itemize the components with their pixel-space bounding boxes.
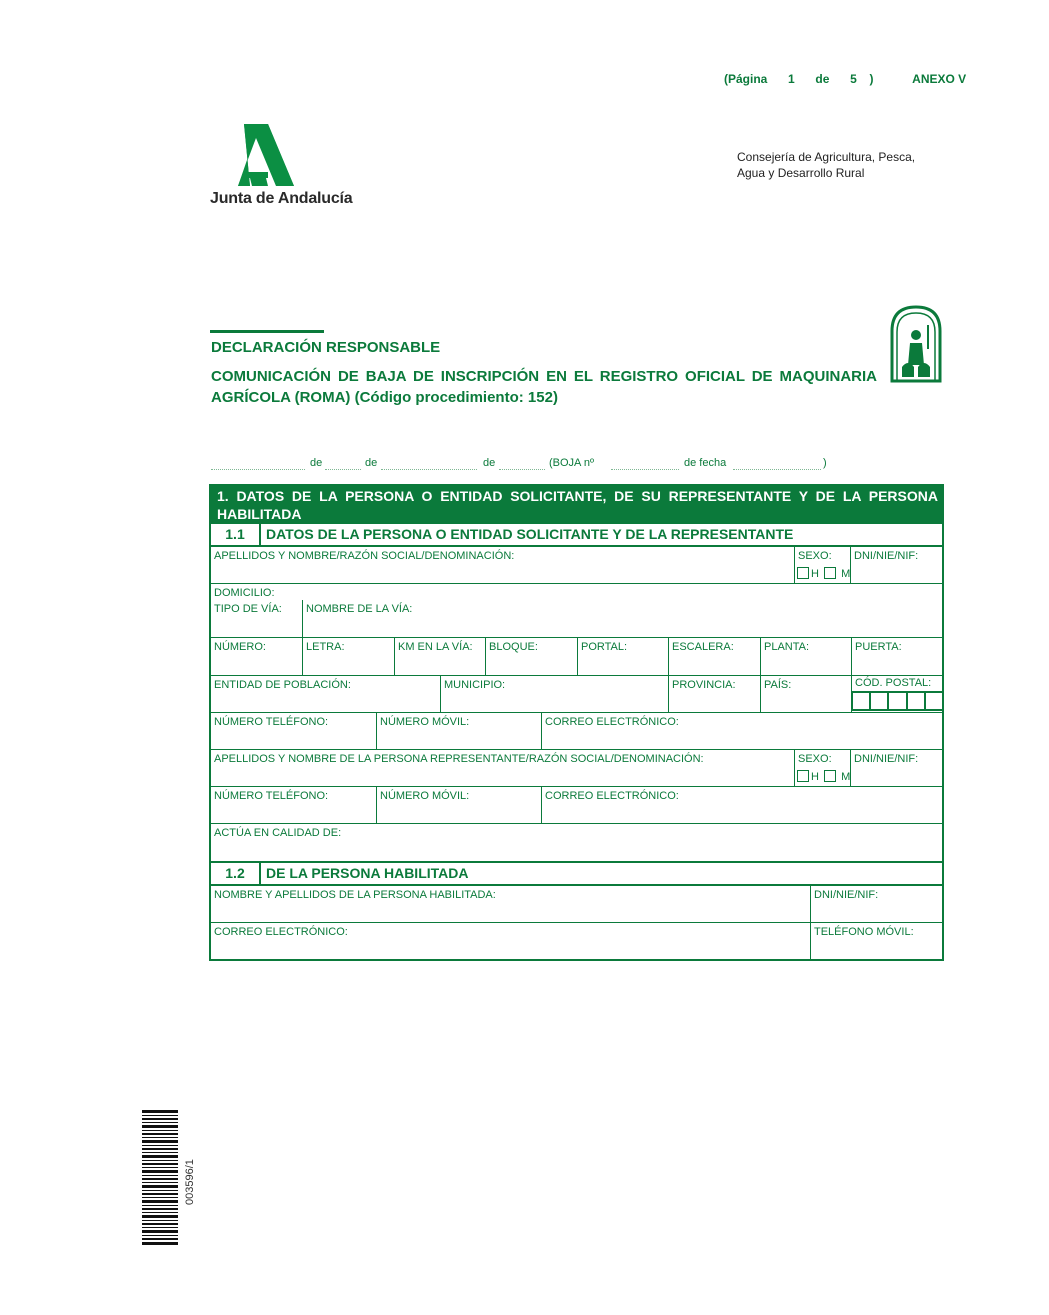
mobile-field[interactable]: NÚMERO MÓVIL: — [376, 713, 541, 749]
km-field[interactable]: KM EN LA VÍA: — [394, 638, 485, 675]
blank-day[interactable] — [325, 469, 361, 470]
rep-sex-m-checkbox[interactable] — [824, 770, 836, 782]
barcode-icon — [142, 1110, 178, 1246]
province-field[interactable]: PROVINCIA: — [668, 676, 760, 712]
street-name-field[interactable]: NOMBRE DE LA VÍA: — [302, 600, 942, 638]
document-title: DECLARACIÓN RESPONSABLE — [211, 339, 441, 356]
email-field[interactable]: CORREO ELECTRÓNICO: — [541, 713, 942, 749]
street-type-field[interactable]: TIPO DE VÍA: — [214, 603, 282, 615]
stair-field[interactable]: ESCALERA: — [668, 638, 760, 675]
consejeria-name: Consejería de Agricultura, Pesca, Agua y Desarrollo Rural — [737, 150, 916, 180]
locality-field[interactable]: ENTIDAD DE POBLACIÓN: — [214, 679, 351, 691]
door-field[interactable]: PUERTA: — [851, 638, 942, 675]
country-field[interactable]: PAÍS: — [760, 676, 851, 712]
row-authorized-contact — [211, 923, 942, 959]
row-representative-name — [211, 750, 942, 787]
blank-boja-number[interactable] — [611, 469, 679, 470]
row-contact — [211, 713, 942, 750]
section-1-header: 1. DATOS DE LA PERSONA O ENTIDAD SOLICITANTE, DE SU REPRESENTANTE Y DE LA PERSONA HABILITADA — [211, 486, 942, 522]
subsection-1-2-header: 1.2 DE LA PERSONA HABILITADA — [211, 861, 942, 886]
junta-logo-text: Junta de Andalucía — [210, 190, 353, 207]
barcode-number: 003596/1 — [184, 1159, 196, 1205]
annex-label: ANEXO V — [912, 72, 967, 86]
row-locality — [211, 676, 942, 713]
applicant-sex-field: SEXO: H M — [794, 547, 850, 583]
acting-as-field[interactable]: ACTÚA EN CALIDAD DE: — [214, 827, 342, 839]
authorized-name-field[interactable]: NOMBRE Y APELLIDOS DE LA PERSONA HABILITADA: — [214, 889, 496, 901]
postal-code-boxes[interactable] — [852, 691, 943, 711]
andalucia-seal-icon — [888, 305, 944, 383]
letter-field[interactable]: LETRA: — [302, 638, 394, 675]
applicant-data-form — [209, 484, 944, 961]
row-address: DOMICILIO: TIPO DE VÍA: NOMBRE DE LA VÍA: — [211, 584, 942, 638]
applicant-dni-field[interactable]: DNI/NIE/NIF: — [850, 547, 942, 583]
blank-year[interactable] — [499, 469, 545, 470]
sex-h-checkbox[interactable] — [797, 567, 809, 579]
blank-order[interactable] — [211, 469, 305, 470]
junta-logo-icon — [210, 122, 320, 188]
rep-sex-h-checkbox[interactable] — [797, 770, 809, 782]
blank-month[interactable] — [381, 469, 477, 470]
blank-boja-date[interactable] — [733, 469, 821, 470]
rep-phone-field[interactable]: NÚMERO TELÉFONO: — [214, 790, 329, 802]
floor-field[interactable]: PLANTA: — [760, 638, 851, 675]
postal-code-field: CÓD. POSTAL: — [851, 676, 942, 712]
document-subtitle: COMUNICACIÓN DE BAJA DE INSCRIPCIÓN EN EL REGISTRO OFICIAL DE MAQUINARIA AGRÍCOLA (ROMA) (Código procedimiento: 152) — [211, 368, 877, 406]
junta-andalucia-logo — [210, 122, 360, 208]
page-label: (Página — [724, 72, 768, 86]
sex-m-checkbox[interactable] — [824, 567, 836, 579]
portal-field[interactable]: PORTAL: — [577, 638, 668, 675]
boja-reference-line: de de de (BOJA nº de fecha ) — [211, 456, 831, 472]
number-field[interactable]: NÚMERO: — [214, 641, 266, 653]
representative-dni-field[interactable]: DNI/NIE/NIF: — [850, 750, 942, 786]
row-acting-as — [211, 824, 942, 861]
authorized-mobile-field[interactable]: TELÉFONO MÓVIL: — [810, 923, 942, 959]
row-authorized-name — [211, 886, 942, 923]
row-address-details — [211, 638, 942, 676]
page-current: 1 — [788, 72, 795, 86]
row-representative-contact — [211, 787, 942, 824]
block-field[interactable]: BLOQUE: — [485, 638, 577, 675]
phone-field[interactable]: NÚMERO TELÉFONO: — [214, 716, 329, 728]
applicant-name-field[interactable]: APELLIDOS Y NOMBRE/RAZÓN SOCIAL/DENOMINACIÓN: — [214, 550, 515, 562]
authorized-dni-field[interactable]: DNI/NIE/NIF: — [810, 886, 942, 922]
row-applicant-name — [211, 547, 942, 584]
rep-email-field[interactable]: CORREO ELECTRÓNICO: — [541, 787, 942, 823]
municipality-field[interactable]: MUNICIPIO: — [440, 676, 668, 712]
authorized-email-field[interactable]: CORREO ELECTRÓNICO: — [214, 926, 348, 938]
page-total: 5 — [850, 72, 857, 86]
representative-name-field[interactable]: APELLIDOS Y NOMBRE DE LA PERSONA REPRESENTANTE/RAZÓN SOCIAL/DENOMINACIÓN: — [214, 753, 704, 765]
page-of: de — [815, 72, 830, 86]
representative-sex-field: SEXO: H M — [794, 750, 850, 786]
title-rule — [210, 330, 324, 333]
page-number-header: (Página 1 de 5 ) ANEXO V — [724, 72, 967, 86]
rep-mobile-field[interactable]: NÚMERO MÓVIL: — [376, 787, 541, 823]
subsection-1-1-header: 1.1 DATOS DE LA PERSONA O ENTIDAD SOLICITANTE Y DE LA REPRESENTANTE — [211, 522, 942, 547]
